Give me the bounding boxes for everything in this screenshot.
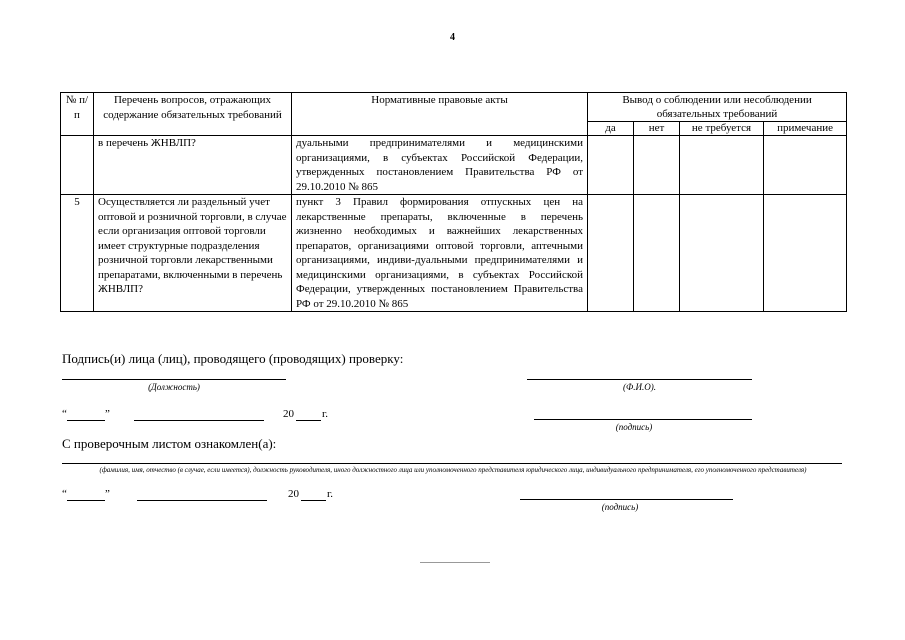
row-question: Осуществляется ли раздельный учет оптовой и розничной торговли, в случае если организация оптовой торговли имеет структурные подразделения розничной торговли лекарственными препаратами, включенными в перечень ЖНВЛП? <box>94 195 292 312</box>
cell-no[interactable] <box>634 195 680 312</box>
table-row <box>61 195 847 312</box>
position-line[interactable] <box>62 379 286 380</box>
month-line[interactable] <box>137 500 267 501</box>
fio-line[interactable] <box>527 379 752 380</box>
fio-caption: (Ф.И.О). <box>623 382 656 392</box>
row-num: 5 <box>61 195 94 312</box>
checklist-table <box>60 92 847 312</box>
sign-caption: (подпись) <box>601 502 639 512</box>
table-header-row <box>61 93 847 122</box>
date-quote-open: “ <box>62 408 67 420</box>
header-question: Перечень вопросов, отражающих содержание обязательных требований <box>94 93 292 136</box>
cell-note[interactable] <box>764 136 847 195</box>
year-suffix: г. <box>327 488 334 500</box>
year-line[interactable] <box>301 500 326 501</box>
header-no: нет <box>634 122 680 136</box>
header-not-required: не требуется <box>680 122 764 136</box>
page-number: 4 <box>450 32 455 43</box>
sign-line[interactable] <box>520 499 733 500</box>
cell-note[interactable] <box>764 195 847 312</box>
date-quote-open: “ <box>62 488 67 500</box>
day-line[interactable] <box>67 420 105 421</box>
acquainted-caption: (фамилия, имя, отчество (в случае, если имеется), должность руководителя, иного должностного лица или уполномоченного представителя юридического лица, индивидуального предпринимателя, его уполномоченного представителя) <box>99 466 807 474</box>
date-quote-close: ” <box>105 408 110 420</box>
header-acts: Нормативные правовые акты <box>292 93 588 136</box>
header-num: № п/п <box>61 93 94 136</box>
date-quote-close: ” <box>105 488 110 500</box>
cell-not-required[interactable] <box>680 136 764 195</box>
signature-heading: Подпись(и) лица (лиц), проводящего (проводящих) проверку: <box>62 351 404 366</box>
footer-divider <box>420 562 490 563</box>
header-yes: да <box>588 122 634 136</box>
year-suffix: г. <box>322 408 329 420</box>
position-caption: (Должность) <box>148 382 200 392</box>
sign-line[interactable] <box>534 419 752 420</box>
cell-no[interactable] <box>634 136 680 195</box>
cell-yes[interactable] <box>588 195 634 312</box>
header-conclusion: Вывод о соблюдении или несоблюдении обязательных требований <box>588 93 847 122</box>
row-num <box>61 136 94 195</box>
cell-yes[interactable] <box>588 136 634 195</box>
row-acts: пункт 3 Правил формирования отпускных цен на лекарственные препараты, включенные в перечень жизненно необходимых и важнейших лекарственных препаратов, организациями оптовой торговли, аптечными организациями, индиви-дуальными предпринимателями и медицинскими организациями, в субъектах Российской Федерации, утвержденных постановлением Правительства РФ от 29.10.2010 № 865 <box>292 195 588 312</box>
row-question: в перечень ЖНВЛП? <box>94 136 292 195</box>
day-line[interactable] <box>67 500 105 501</box>
header-note: примечание <box>764 122 847 136</box>
month-line[interactable] <box>134 420 264 421</box>
year-line[interactable] <box>296 420 321 421</box>
cell-not-required[interactable] <box>680 195 764 312</box>
row-acts: дуальными предпринимателями и медицинскими организациями, в субъектах Российской Федерации, утвержденных постановлением Правительства РФ от 29.10.2010 № 865 <box>292 136 588 195</box>
acquainted-name-line[interactable] <box>62 463 842 464</box>
acquainted-heading: С проверочным листом ознакомлен(а): <box>62 436 277 451</box>
year-prefix: 20 <box>283 408 294 420</box>
sign-caption: (подпись) <box>615 422 653 432</box>
table-row <box>61 136 847 195</box>
year-prefix: 20 <box>288 488 299 500</box>
